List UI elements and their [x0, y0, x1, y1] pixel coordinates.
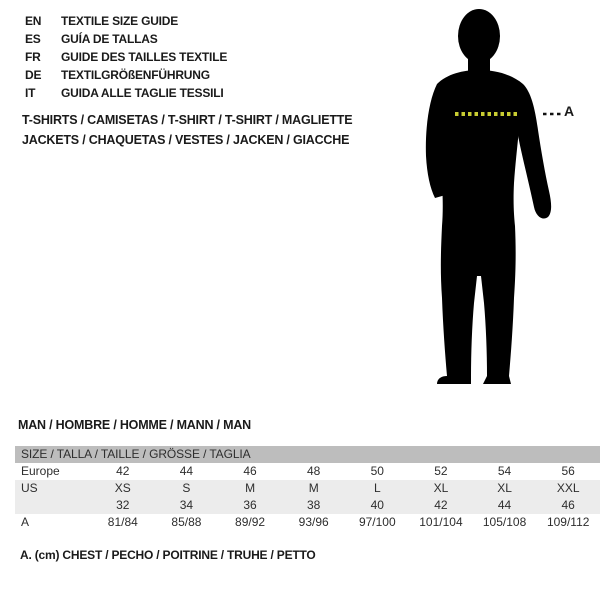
size-value: 101/104: [419, 515, 463, 529]
language-code: ES: [25, 32, 41, 46]
measure-label-a: A: [564, 103, 575, 119]
size-value: 46: [561, 498, 575, 512]
language-label: GUIDA ALLE TAGLIE TESSILI: [61, 86, 224, 100]
silhouette-legs: [441, 226, 516, 376]
size-value: XS: [114, 481, 131, 495]
size-value: 52: [434, 464, 448, 478]
size-table: [15, 446, 600, 531]
size-value: XXL: [556, 481, 580, 495]
table-row-numeric: [15, 497, 600, 514]
size-value: M: [245, 481, 256, 495]
table-row-europe: [15, 463, 600, 480]
size-value: 56: [561, 464, 575, 478]
size-value: M: [308, 481, 319, 495]
size-value: 44: [179, 464, 194, 478]
size-value: XL: [433, 481, 449, 495]
language-code: EN: [25, 14, 42, 28]
size-value: 109/112: [546, 515, 590, 529]
silhouette-neck: [468, 52, 490, 72]
language-label: TEXTILGRÖßENFÜHRUNG: [61, 68, 210, 82]
silhouette-right-arm: [512, 84, 551, 219]
row-label: A: [21, 515, 30, 529]
row-label: US: [21, 481, 38, 495]
silhouette-torso: [437, 70, 523, 226]
size-value: 48: [307, 464, 321, 478]
size-value: 93/96: [298, 515, 329, 529]
language-label: GUÍA DE TALLAS: [61, 32, 158, 46]
size-value: S: [182, 481, 191, 495]
section-title-man: MAN / HOMBRE / HOMME / MANN / MAN: [18, 418, 251, 432]
size-value: 46: [243, 464, 257, 478]
language-row-es: [25, 30, 227, 48]
size-value: 44: [497, 498, 512, 512]
size-value: 40: [370, 498, 384, 512]
language-label: TEXTILE SIZE GUIDE: [61, 14, 179, 28]
language-label: GUIDE DES TAILLES TEXTILE: [61, 50, 228, 64]
size-value: 36: [243, 498, 257, 512]
table-row-chest-a: [15, 514, 600, 531]
silhouette-left-foot: [437, 376, 471, 384]
language-code: DE: [25, 68, 42, 82]
category-tshirts: T-SHIRTS / CAMISETAS / T-SHIRT / T-SHIRT / MAGLIETTE: [22, 113, 353, 127]
silhouette-right-foot: [483, 376, 511, 384]
size-value: L: [373, 481, 381, 495]
size-value: 85/88: [171, 515, 202, 529]
language-row-en: [25, 12, 227, 30]
size-value: 38: [307, 498, 321, 512]
row-label: Europe: [21, 464, 60, 478]
measurement-footnote: A. (cm) CHEST / PECHO / POITRINE / TRUHE / PETTO: [20, 548, 316, 562]
language-row-it: [25, 84, 227, 102]
language-code: IT: [25, 86, 36, 100]
size-value: 32: [116, 498, 130, 512]
category-jackets: JACKETS / CHAQUETAS / VESTES / JACKEN / GIACCHE: [22, 133, 350, 147]
size-value: 81/84: [107, 515, 138, 529]
man-silhouette-figure: [383, 8, 563, 388]
size-value: 42: [116, 464, 130, 478]
language-list: [25, 12, 227, 102]
size-value: 54: [497, 464, 512, 478]
language-code: FR: [25, 50, 41, 64]
size-value: 105/108: [482, 515, 527, 529]
size-table-header: SIZE / TALLA / TAILLE / GRÖSSE / TAGLIA: [15, 446, 600, 463]
size-value: 97/100: [358, 515, 396, 529]
garment-categories: [22, 110, 352, 150]
table-row-us: [15, 480, 600, 497]
language-row-fr: [25, 48, 227, 66]
language-row-de: [25, 66, 227, 84]
size-value: XL: [497, 481, 512, 495]
man-silhouette-image: [383, 8, 563, 388]
size-value: 34: [179, 498, 194, 512]
size-value: 89/92: [235, 515, 266, 529]
size-value: 42: [434, 498, 448, 512]
size-value: 50: [370, 464, 384, 478]
